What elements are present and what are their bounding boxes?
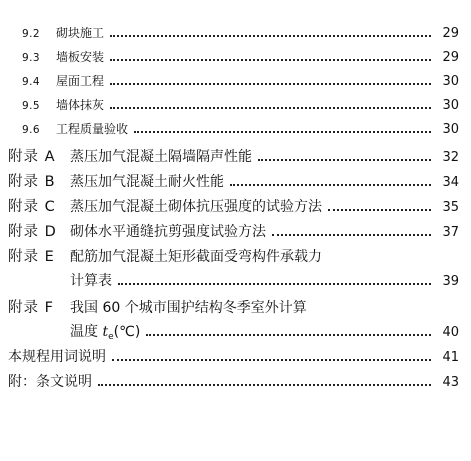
section-number: 9.2 [22,28,40,40]
page-number: 32 [442,150,459,165]
page-number: 41 [442,350,459,365]
dot-leader [112,358,431,361]
toc-entry-appendix-c[interactable] [0,195,471,217]
section-number: 9.5 [22,100,40,112]
page-number: 30 [442,122,459,137]
toc-entry-appendix-a[interactable] [0,145,471,167]
toc-entry-9-6[interactable] [0,120,471,142]
section-title: 墙板安装 [56,50,105,64]
dot-leader [146,333,431,336]
dot-leader [110,82,431,85]
appendix-number: 附录 B [8,174,56,190]
dot-leader [258,158,431,161]
section-title: 屋面工程 [56,74,105,88]
page-number: 37 [442,225,459,240]
dot-leader [134,130,431,133]
toc-entry-appendix-f-continued[interactable] [0,321,471,343]
appendix-number: 附录 F [8,300,54,316]
page-number: 30 [442,74,459,89]
section-title: 工程质量验收 [56,122,129,136]
title-suffix: (℃) [113,324,141,340]
appendix-title: 蒸压加气混凝土砌体抗压强度的试验方法 [70,199,322,215]
temperature-subscript: e [108,332,114,342]
appendix-title: 砌体水平通缝抗剪强度试验方法 [70,224,266,240]
page-number: 43 [442,375,459,390]
toc-entry-9-5[interactable] [0,96,471,118]
toc-entry-appendix-b[interactable] [0,170,471,192]
section-title: 砌块施工 [56,26,105,40]
appendix-title: 蒸压加气混凝土隔墙隔声性能 [70,149,252,165]
toc-entry-appendix-d[interactable] [0,220,471,242]
page-number: 34 [442,175,459,190]
appendix-number: 附录 E [8,249,55,265]
appendix-title-line1: 我国 60 个城市围护结构冬季室外计算 [70,300,307,316]
dot-leader [110,58,431,61]
dot-leader [98,383,431,386]
section-title: 墙体抹灰 [56,98,105,112]
toc-entry-appendix-e[interactable] [0,245,471,267]
dot-leader [272,233,431,236]
title-prefix: 温度 [70,324,103,340]
toc-entry-wording-explanation[interactable] [0,346,471,368]
toc-entry-clause-explanation[interactable] [0,371,471,393]
entry-title: 本规程用词说明 [8,349,106,365]
page-number: 39 [442,274,459,289]
section-number: 9.3 [22,52,40,64]
toc-entry-9-4[interactable] [0,72,471,94]
page-number: 29 [442,26,459,41]
page-number: 35 [442,200,459,215]
entry-title: 附：条文说明 [8,374,92,390]
appendix-title-line1: 配筋加气混凝土矩形截面受弯构件承载力 [70,249,322,265]
temperature-variable: t [102,324,109,340]
appendix-number: 附录 A [8,149,56,165]
section-number: 9.4 [22,76,40,88]
page-number: 40 [442,325,459,340]
toc-entry-9-2[interactable] [0,24,471,46]
appendix-title: 蒸压加气混凝土耐火性能 [70,174,224,190]
page-number: 30 [442,98,459,113]
appendix-title-line2: 计算表 [70,273,112,289]
toc-entry-appendix-f[interactable] [0,296,471,318]
dot-leader [110,106,431,109]
appendix-number: 附录 C [8,199,56,215]
dot-leader [110,34,431,37]
toc-entry-9-3[interactable] [0,48,471,70]
dot-leader [230,183,431,186]
toc-entry-appendix-e-continued[interactable] [0,270,471,292]
appendix-title-line2 [70,321,140,342]
appendix-number: 附录 D [8,224,57,240]
page-number: 29 [442,50,459,65]
dot-leader [118,282,431,285]
dot-leader [328,208,431,211]
section-number: 9.6 [22,124,40,136]
